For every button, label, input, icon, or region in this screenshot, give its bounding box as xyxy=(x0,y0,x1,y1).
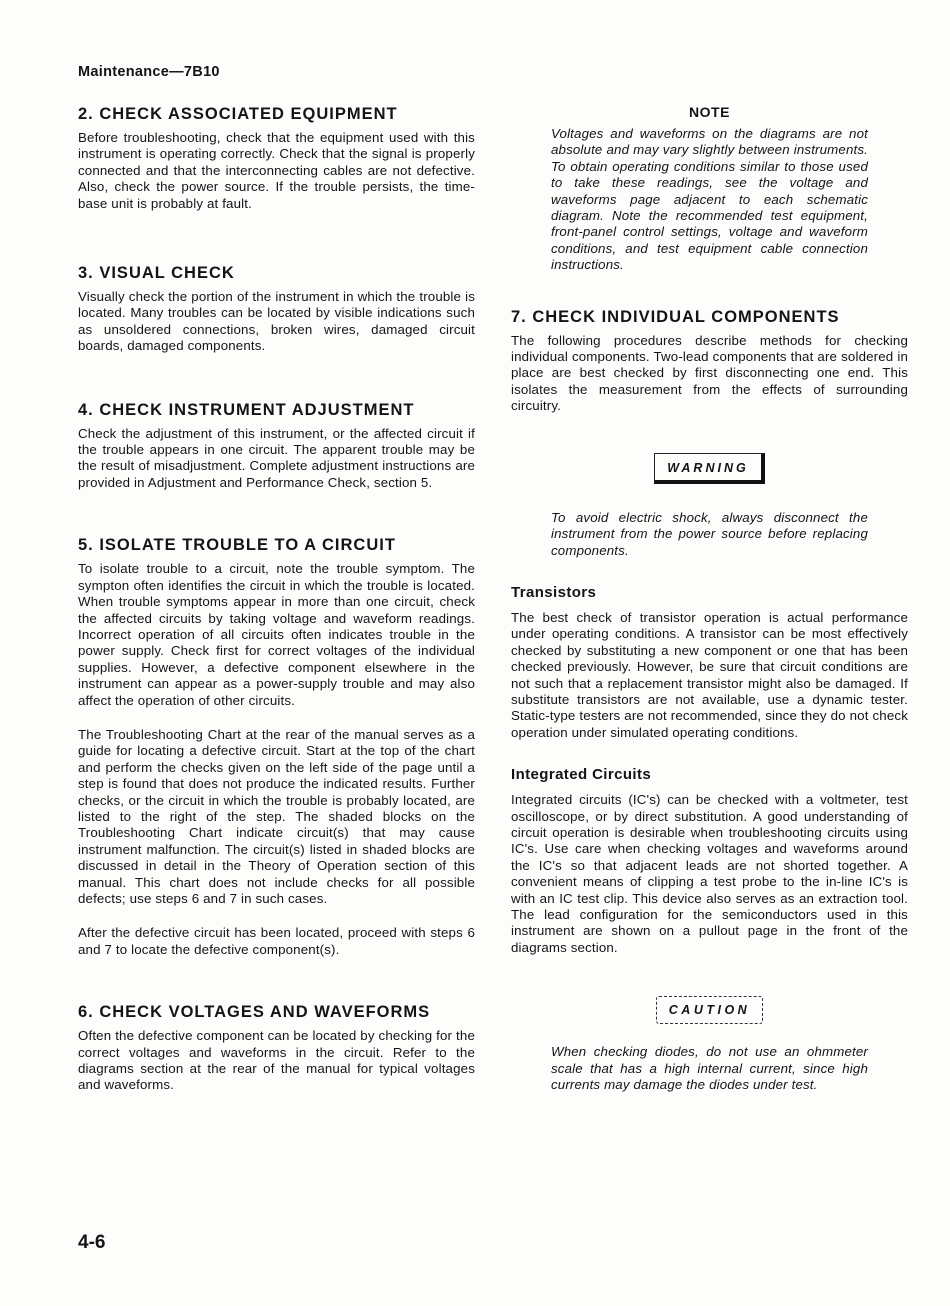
note-text: Voltages and waveforms on the diagrams are not absolute and may vary slightly between instruments. To obtain operating conditions similar to those used to take these readings, see the voltage and waveforms page adjacent to each schematic diagram. Note the recommended test equipment, front-panel control settings, voltage and waveform conditions, and test equipment cable connection instructions. xyxy=(551,126,868,273)
page-number: 4-6 xyxy=(78,1232,106,1253)
paragraph: The following procedures describe methods for checking individual components. Two-lead components that are soldered in place are best checked by first disconnecting one end. This isolates the measurement from the effects of surrounding circuitry. xyxy=(511,332,908,414)
right-column xyxy=(511,104,908,1093)
section-heading: 6. CHECK VOLTAGES AND WAVEFORMS xyxy=(78,1003,431,1022)
section-isolate-trouble xyxy=(78,535,475,958)
note-block xyxy=(511,104,908,274)
paragraph: After the defective circuit has been located, proceed with steps 6 and 7 to locate the defective component(s). xyxy=(78,925,475,957)
paragraph: Integrated circuits (IC's) can be checked with a voltmeter, test oscilloscope, or by direct substitution. A good understanding of circuit operation is desirable when troubleshooting circuits using IC's. Use care when checking voltages and waveforms around the IC's so that adjacent leads are not shorted together. A convenient means of clipping a test probe to the in-line IC's is with an IC test clip. This device also serves as an extraction tool. The lead configuration for the semiconductors used in this instrument are shown on a pullout page in the front of the diagrams section. xyxy=(511,792,908,955)
paragraph: Before troubleshooting, check that the equipment used with this instrument is operating correctly. Check that the signal is properly connected and that the interconnecting cables are not defective. Also, check the power source. If the trouble persists, the time-base unit is probably at fault. xyxy=(78,130,475,211)
subsection-transistors xyxy=(511,583,908,741)
subsection-integrated-circuits xyxy=(511,765,908,956)
caution-text: When checking diodes, do not use an ohmmeter scale that has a high internal current, since high currents may damage the diodes under test. xyxy=(551,1044,868,1093)
warning-callout xyxy=(511,453,908,484)
section-heading: 4. CHECK INSTRUMENT ADJUSTMENT xyxy=(78,400,415,419)
note-title: NOTE xyxy=(689,104,730,120)
section-heading: 7. CHECK INDIVIDUAL COMPONENTS xyxy=(511,307,840,326)
section-check-associated-equipment xyxy=(78,104,475,212)
paragraph: Often the defective component can be located by checking for the correct voltages and waveforms in the circuit. Refer to the diagrams section at the rear of the manual for typical voltages and waveforms. xyxy=(78,1028,475,1093)
section-check-voltages-waveforms xyxy=(78,1002,475,1094)
section-check-individual-components xyxy=(511,307,908,415)
subsection-heading: Transistors xyxy=(511,583,597,601)
running-header: Maintenance—7B10 xyxy=(78,64,220,80)
paragraph: Check the adjustment of this instrument, or the affected circuit if the trouble appears in one circuit. The apparent trouble may be the result of misadjustment. Complete adjustment instructions are provided in Adjustment and Performance Check, section 5. xyxy=(78,425,475,490)
section-heading: 2. CHECK ASSOCIATED EQUIPMENT xyxy=(78,105,398,123)
warning-label: WARNING xyxy=(654,453,764,484)
paragraph: The Troubleshooting Chart at the rear of the manual serves as a guide for locating a defective circuit. Start at the top of the chart and perform the checks given on the left side of the page until a step is found that does not produce the indicated results. Further checks, or the circuit in which the trouble is probably located, are listed to the right of the step. The shaded blocks on the Troubleshooting Chart indicate circuit(s) that may cause instrument malfunction. The circuit(s) listed in shaded blocks are discussed in detail in the Theory of Operation section of this manual. This chart does not include checks for all possible defects; use steps 6 and 7 in such cases. xyxy=(78,726,475,906)
section-heading: 3. VISUAL CHECK xyxy=(78,264,235,283)
section-check-instrument-adjustment xyxy=(78,400,475,492)
subsection-heading: Integrated Circuits xyxy=(511,766,652,784)
section-heading: 5. ISOLATE TROUBLE TO A CIRCUIT xyxy=(78,536,396,555)
paragraph: Visually check the portion of the instrument in which the trouble is located. Many troubles can be located by visible indications such as unsoldered connections, broken wires, damaged circuit boards, damaged components. xyxy=(78,289,475,354)
paragraph: The best check of transistor operation is actual performance under operating conditions. A transistor can be most effectively checked by substituting a new component or one that has been checked previously. However, be sure that circuit conditions are not such that a replacement transistor might also be damaged. If substitute transistors are not available, use a dynamic tester. Static-type testers are not recommended, since they do not check operation under simulated operating conditions. xyxy=(511,609,908,740)
warning-text: To avoid electric shock, always disconnect the instrument from the power source before replacing components. xyxy=(551,509,868,558)
left-column xyxy=(78,104,475,1094)
caution-callout xyxy=(511,996,908,1024)
paragraph: To isolate trouble to a circuit, note the trouble symptom. The sympton often identifies the circuit in which the trouble is located. When trouble symptoms appear in more than one circuit, check the affected circuits by taking voltage and waveform readings. Incorrect operation of all circuits often indicates trouble in the power supply. Check first for correct voltages of the individual supplies. However, a defective component elsewhere in the instrument can appear as a power-supply trouble and may also affect the operation of other circuits. xyxy=(78,561,475,708)
caution-label: CAUTION xyxy=(656,996,763,1024)
section-visual-check xyxy=(78,263,475,355)
